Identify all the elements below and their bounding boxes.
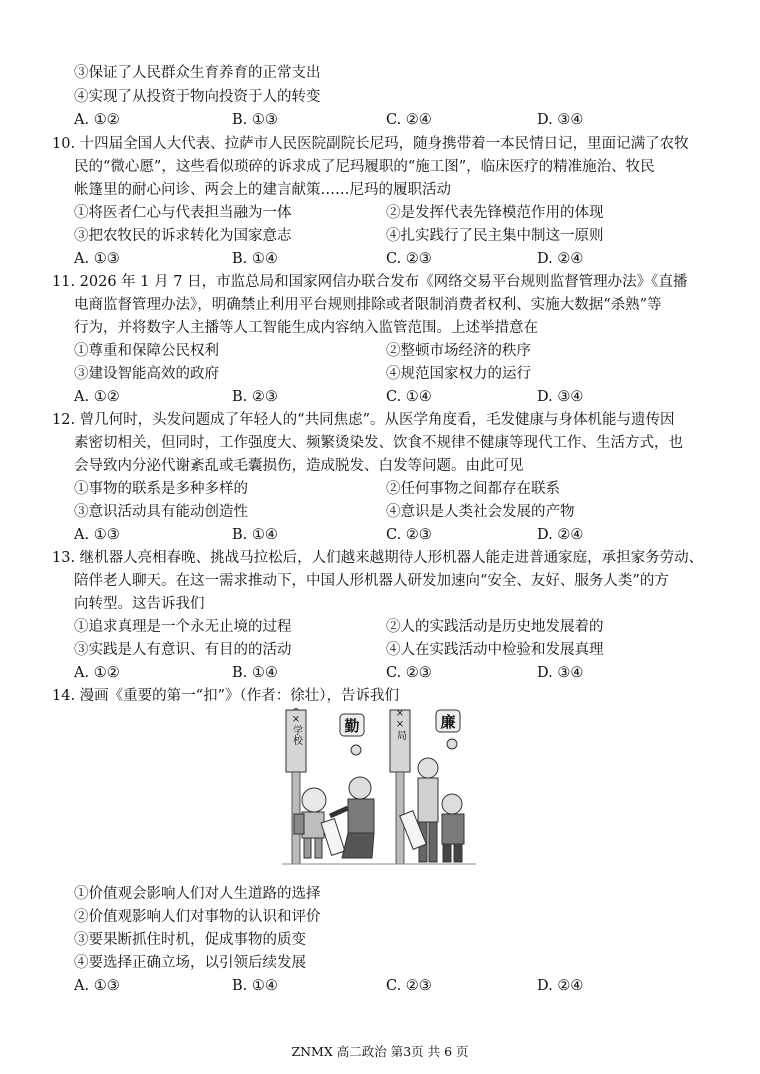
q14-choice-d: D. ②④ [537,978,584,994]
q10-item-2: ②是发挥代表先锋模范作用的体现 [386,205,604,221]
left-sign-text: ××学校 [290,708,302,745]
q13-choice-b: B. ①④ [232,665,278,681]
q14-stem-line1: 14. 漫画《重要的第一“扣”》（作者：徐壮），告诉我们 [52,688,399,704]
q11-choice-b: B. ②③ [232,389,278,405]
q13-stem-line3: 向转型。这告诉我们 [74,596,205,612]
q11-item-3: ③建设智能高效的政府 [74,366,219,382]
q12-choice-b: B. ①④ [232,527,278,543]
q10-stem-line2: 民的“微心愿”，这些看似琐碎的诉求成了尼玛履职的“施工图”，临床医疗的精准施治、牧民 [74,159,655,175]
q11-choice-c: C. ①④ [386,389,432,405]
q11-stem-line1: 11. 2026 年 1 月 7 日，市监总局和国家网信办联合发布《网络交易平台规则监督管理办法》《直播 [52,274,688,290]
q10-item-4: ④扎实践行了民主集中制这一原则 [386,228,604,244]
prev-choice-d: D. ③④ [537,112,584,128]
q13-stem-line1: 13. 继机器人亮相春晚、挑战马拉松后，人们越来越期待人形机器人能走进普通家庭，承担家务劳动、 [52,550,704,566]
q12-item-2: ②任何事物之间都存在联系 [386,481,560,497]
q13-item-1: ①追求真理是一个永无止境的过程 [74,619,292,635]
prev-choice-b: B. ①③ [232,112,278,128]
q14-item-3: ③要果断抓住时机，促成事物的质变 [74,932,306,948]
page-footer: ZNMX 高二政治 第3页 共 6 页 [291,1044,469,1059]
q11-choice-d: D. ③④ [537,389,584,405]
q12-stem-line2: 素密切相关，但同时，工作强度大、频繁烫染发、饮食不规律不健康等现代工作、生活方式，也 [74,435,683,451]
prev-choice-c: C. ②④ [386,112,432,128]
cartoon-illustration [282,708,476,874]
q11-item-2: ②整顿市场经济的秩序 [386,343,531,359]
prev-item-4: ④实现了从投资于物向投资于人的转变 [74,89,321,105]
q12-choice-a: A. ①③ [74,527,120,543]
q11-stem-line3: 行为，并将数字人主播等人工智能生成内容纳入监管范围。上述举措意在 [74,320,538,336]
prev-item-3: ③保证了人民群众生育养育的正常支出 [74,65,321,81]
q14-item-4: ④要选择正确立场，以引领后续发展 [74,955,306,971]
q10-choice-c: C. ②③ [386,251,432,267]
q12-choice-d: D. ②④ [537,527,584,543]
q10-item-3: ③把农牧民的诉求转化为国家意志 [74,228,292,244]
q13-item-2: ②人的实践活动是历史地发展着的 [386,619,604,635]
q13-item-4: ④人在实践活动中检验和发展真理 [386,642,604,658]
right-sign-text: ××局 [394,708,406,740]
q10-choice-a: A. ①③ [74,251,120,267]
q12-item-1: ①事物的联系是多种多样的 [74,481,248,497]
q14-item-2: ②价值观影响人们对事物的认识和评价 [74,909,321,925]
q13-item-3: ③实践是人有意识、有目的的活动 [74,642,292,658]
q14-item-1: ①价值观会影响人们对人生道路的选择 [74,886,321,902]
q12-stem-line1: 12. 曾几何时，头发问题成了年轻人的“共同焦虑”。从医学角度看，毛发健康与身体机能与遗传因 [52,412,675,428]
q14-choice-b: B. ①④ [232,978,278,994]
q11-item-1: ①尊重和保障公民权利 [74,343,219,359]
q11-item-4: ④规范国家权力的运行 [386,366,531,382]
q12-item-3: ③意识活动具有能动创造性 [74,504,248,520]
q12-item-4: ④意识是人类社会发展的产物 [386,504,575,520]
q13-choice-a: A. ①② [74,665,120,681]
q10-choice-b: B. ①④ [232,251,278,267]
q13-choice-c: C. ②③ [386,665,432,681]
q12-choice-c: C. ②③ [386,527,432,543]
q13-choice-d: D. ③④ [537,665,584,681]
left-bubble-text: 勤 [344,717,360,735]
q14-choice-c: C. ②③ [386,978,432,994]
q10-stem-line1: 10. 十四届全国人大代表、拉萨市人民医院副院长尼玛，随身携带着一本民情日记，里面记满了农牧 [52,136,689,152]
q13-stem-line2: 陪伴老人聊天。在这一需求推动下，中国人形机器人研发加速向“安全、友好、服务人类”的方 [74,573,669,589]
q10-item-1: ①将医者仁心与代表担当融为一体 [74,205,292,221]
q11-choice-a: A. ①② [74,389,120,405]
q11-stem-line2: 电商监督管理办法》，明确禁止利用平台规则排除或者限制消费者权利、实施大数据“杀熟”等 [74,297,662,313]
right-bubble-text: 廉 [440,713,456,731]
q10-stem-line3: 帐篷里的耐心问诊、两会上的建言献策……尼玛的履职活动 [74,182,451,198]
q12-stem-line3: 会导致内分泌代谢紊乱或毛囊损伤，造成脱发、白发等问题。由此可见 [74,458,524,474]
q10-choice-d: D. ②④ [537,251,584,267]
q14-choice-a: A. ①③ [74,978,120,994]
prev-choice-a: A. ①② [74,112,120,128]
